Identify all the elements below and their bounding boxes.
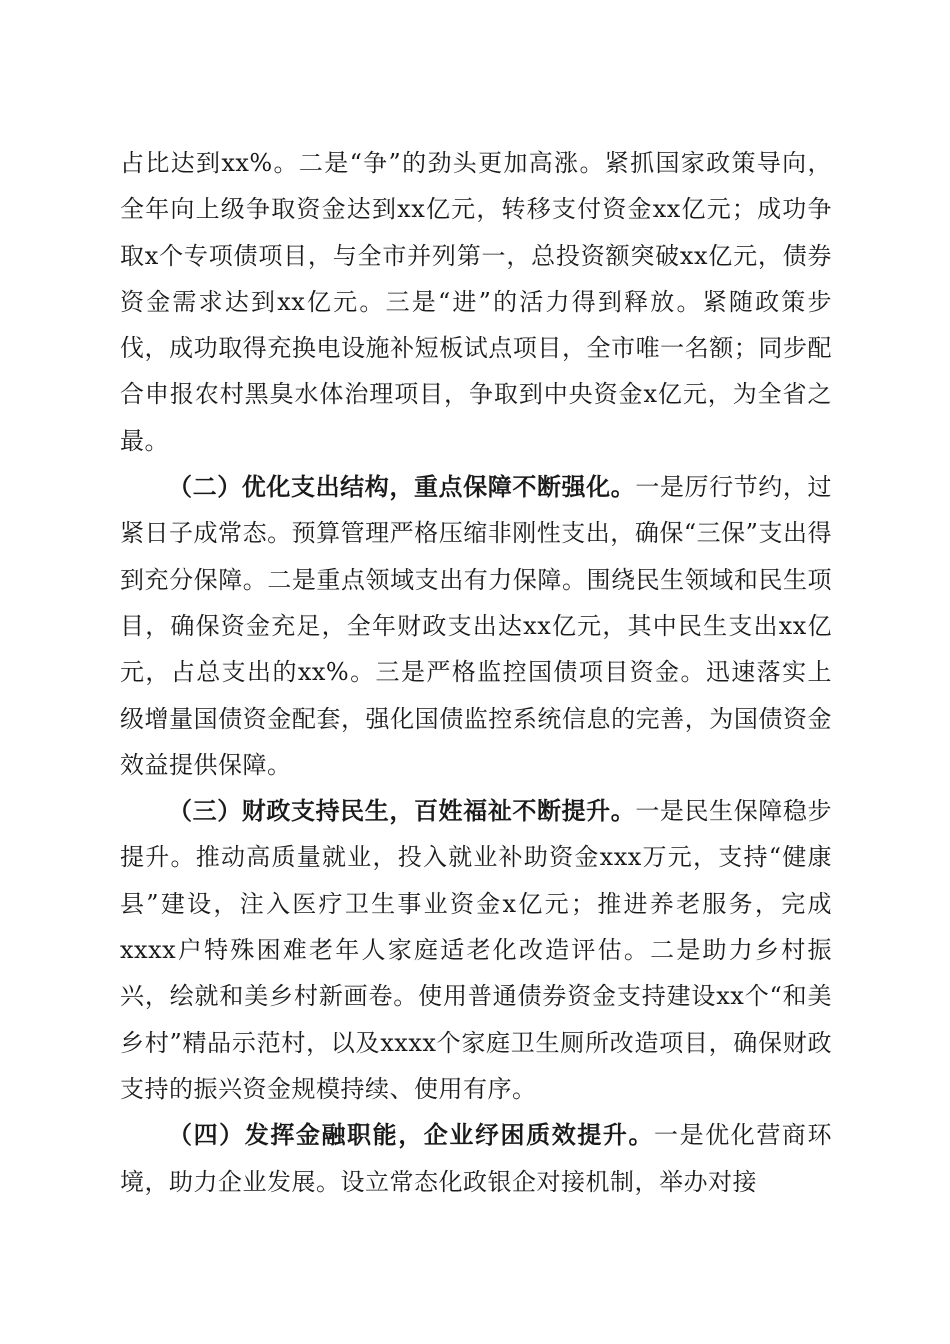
section-two-body: 一是厉行节约，过紧日子成常态。预算管理严格压缩非刚性支出，确保“三保”支出得到充分保障。二是重点领域支出有力保障。围绕民生领域和民生项目，确保资金充足，全年财政支出达xx亿元，其中民生支出xx亿元，占总支出的xx%。三是严格监控国债项目资金。迅速落实上级增量国债资金配套，强化国债监控系统信息的完善，为国债资金效益提供保障。 <box>120 473 833 779</box>
section-three-heading: （三）财政支持民生，百姓福祉不断提升。 <box>168 796 636 826</box>
section-four-paragraph <box>120 1112 832 1205</box>
section-four-heading: （四）发挥金融职能，企业纾困质效提升。 <box>168 1120 655 1150</box>
paragraph-body-text: 占比达到xx%。二是“争”的劲头更加高涨。紧抓国家政策导向，全年向上级争取资金达到xx亿元，转移支付资金xx亿元；成功争取x个专项债项目，与全市并列第一，总投资额突破xx亿元，债券资金需求达到xx亿元。三是“进”的活力得到释放。紧随政策步伐，成功取得充换电设施补短板试点项目，全市唯一名额；同步配合申报农村黑臭水体治理项目，争取到中央资金x亿元，为全省之最。 <box>120 149 832 455</box>
document-body <box>120 140 832 1205</box>
section-four-body: 一是优化营商环境，助力企业发展。设立常态化政银企对接机制，举办对接 <box>120 1121 833 1196</box>
section-three-body: 一是民生保障稳步提升。推动高质量就业，投入就业补助资金xxx万元，支持“健康县”建设，注入医疗卫生事业资金x亿元；推进养老服务，完成xxxx户特殊困难老年人家庭适老化改造评估。二是助力乡村振兴，绘就和美乡村新画卷。使用普通债券资金支持建设xx个“和美乡村”精品示范村，以及xxxx个家庭卫生厕所改造项目，确保财政支持的振兴资金规模持续、使用有序。 <box>120 797 833 1103</box>
section-two-heading: （二）优化支出结构，重点保障不断强化。 <box>168 472 636 502</box>
section-two-paragraph <box>120 464 832 788</box>
paragraph-continuation <box>120 140 832 464</box>
section-three-paragraph <box>120 788 832 1112</box>
